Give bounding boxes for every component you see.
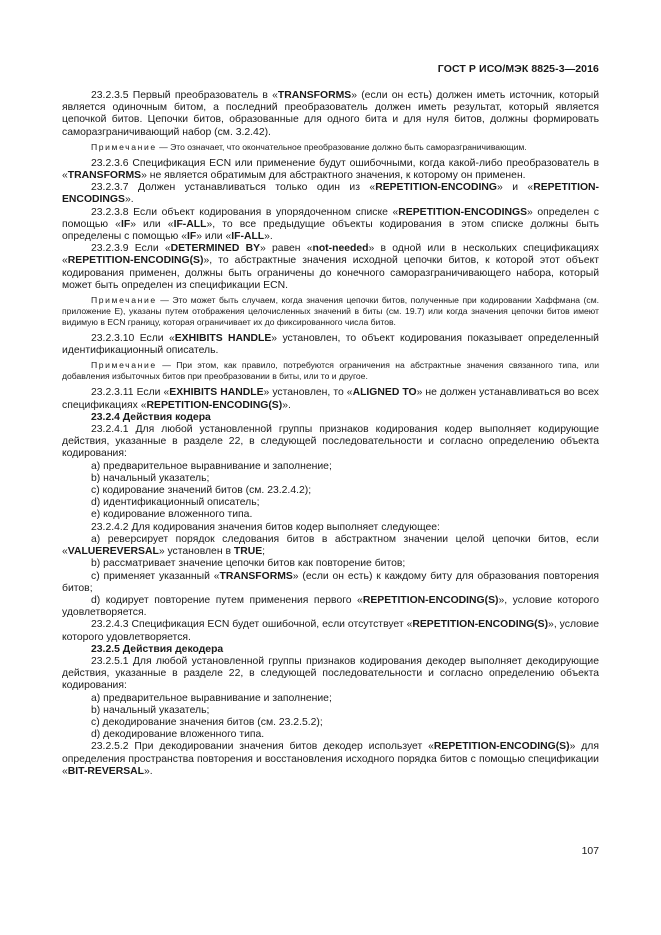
paragraph: а) предварительное выравнивание и заполнение; xyxy=(91,692,332,704)
paragraph: а) предварительное выравнивание и заполнение; xyxy=(91,460,332,472)
paragraph: с) декодирование значения битов (см. 23.2.5.2); xyxy=(91,716,323,728)
note-paragraph xyxy=(62,142,599,153)
paragraph: d) кодирует повторение путем применения первого «REPETITION-ENCODING(S)», условие которого удовлетворяется. xyxy=(62,594,599,619)
paragraph: с) кодирование значений битов (см. 23.2.4.2); xyxy=(91,485,312,497)
note-paragraph xyxy=(62,295,599,328)
paragraph: 23.2.3.9 Если «DETERMINED BY» равен «not-needed» в одной или в нескольких спецификациях «REPETITION-ENCODING(S)», то абстрактные значения исходной цепочки битов, к которой этот объект кодирования применен, должны быть ограничены до конечного саморазграничивающего набора, который может быть определен из спецификации ECN. xyxy=(62,243,599,291)
paragraph: b) начальный указатель; xyxy=(91,472,210,484)
section-heading: 23.2.5 Действия декодера xyxy=(91,643,224,655)
paragraph: b) начальный указатель; xyxy=(91,704,210,716)
note-label: Примечание xyxy=(91,141,157,152)
paragraph: d) идентификационный описатель; xyxy=(91,497,260,509)
paragraph: b) рассматривает значение цепочки битов как повторение битов; xyxy=(91,558,406,570)
paragraph: 23.2.3.10 Если «EXHIBITS HANDLE» установлен, то объект кодирования показывает определенный идентификационный описатель. xyxy=(62,333,599,357)
paragraph: с) применяет указанный «TRANSFORMS» (если он есть) к каждому биту для образования повторения битов; xyxy=(62,570,599,594)
paragraph: 23.2.3.7 Должен устанавливаться только один из «REPETITION-ENCODING» и «REPETITION-ENCODINGS». xyxy=(62,182,599,206)
note-text: — Это может быть случаем, когда значения цепочки битов, полученные при кодировании Хаффмана (см. приложение Е), указаны путем отображения целочисленных значений в биты (см. 19.7) или когда значения цепочки битов имеют видимую в ECN границу, которая ограничивает их до фиксированного числа битов. xyxy=(62,295,599,328)
paragraph: а) реверсирует порядок следования битов в абстрактном значении целой цепочки битов, если «VALUEREVERSAL» установлен в TRUE; xyxy=(62,533,599,558)
paragraph: е) кодирование вложенного типа. xyxy=(91,509,253,521)
note-text: — Это означает, что окончательное преобразование должно быть саморазграничивающим. xyxy=(156,141,527,152)
note-text: — При этом, как правило, потребуются ограничения на абстрактные значения связанного типа, или добавления избыточных битов при преобразовании в биты, или то и другое. xyxy=(62,360,599,382)
page-body xyxy=(62,90,599,778)
note-paragraph xyxy=(62,360,599,382)
paragraph: 23.2.4.2 Для кодирования значения битов кодер выполняет следующее: xyxy=(91,521,440,533)
page-number: 107 xyxy=(581,846,599,857)
document-header: ГОСТ Р ИСО/МЭК 8825-3—2016 xyxy=(437,63,599,75)
paragraph: 23.2.4.1 Для любой установленной группы признаков кодирования кодер выполняет кодирующие действия, указанные в разделе 22, в следующей последовательности и согласно определению объекта кодирования: xyxy=(62,424,599,460)
paragraph: 23.2.3.11 Если «EXHIBITS HANDLE» установлен, то «ALIGNED TO» не должен устанавливаться во всех спецификациях «REPETITION-ENCODING(S)». xyxy=(62,387,599,411)
paragraph: 23.2.5.1 Для любой установленной группы признаков кодирования декодер выполняет декодирующие действия, указанные в разделе 22, в следующей последовательности и согласно определению объекта кодирования: xyxy=(62,655,599,692)
paragraph: 23.2.3.6 Спецификация ECN или применение будут ошибочными, когда какой-либо преобразователь в «TRANSFORMS» не является обратимым для абстрактного значения, к которому он применен. xyxy=(62,157,599,182)
paragraph: 23.2.4.3 Спецификация ECN будет ошибочной, если отсутствует «REPETITION-ENCODING(S)», условие которого удовлетворяется. xyxy=(62,619,600,643)
section-heading: 23.2.4 Действия кодера xyxy=(91,411,211,423)
paragraph: 23.2.3.5 Первый преобразователь в «TRANSFORMS» (если он есть) должен иметь источник, который является одиночным битом, а последний преобразователь должен иметь результат, который является цепочкой битов. Цепочки битов, образованные для одного бита и для нуля битов, должны формировать саморазграничивающий набор (см. 3.2.42). xyxy=(62,90,599,138)
note-label: Примечание xyxy=(91,295,157,306)
paragraph: d) декодирование вложенного типа. xyxy=(91,729,265,741)
note-label: Примечание xyxy=(91,360,157,371)
paragraph: 23.2.3.8 Если объект кодирования в упорядоченном списке «REPETITION-ENCODINGS» определен с помощью «IF» или «IF-ALL», то все предыдущие объекты кодирования в этом списке должны быть определены с помощью «IF» или «IF-ALL». xyxy=(62,206,599,243)
paragraph: 23.2.5.2 При декодировании значения битов декодер использует «REPETITION-ENCODING(S)» для определения пространства повторения и восстановления исходного порядка битов с помощью спецификации «BIT-REVERSAL». xyxy=(62,741,599,777)
